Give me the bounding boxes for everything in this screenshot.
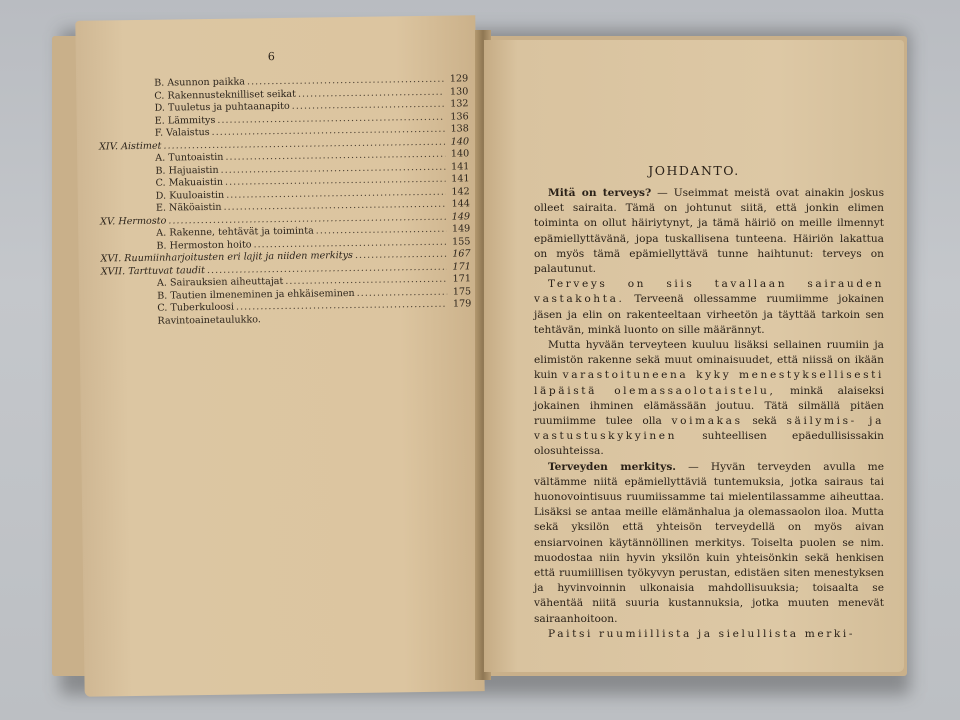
toc-label: B. Tautien ilmeneminen ja ehkäiseminen — [157, 287, 355, 302]
paragraph-text: — Useimmat meistä ovat ainakin joskus olleet sairaita. Tämä on johtunut siitä, että jonkin elimen toiminta on ollut häiriytynyt, ja tämä häiriö on meille ilmennyt epämiellyttävänä, jopa tuskallisena tunteena. Häiriön lakattua on myös tämä epämiellyttävä tunne haihtunut: terveys on palautunut. — [534, 187, 885, 276]
toc-label: C. Tuberkuloosi — [157, 301, 235, 314]
paragraph — [534, 277, 884, 338]
toc-label: F. Valaistus — [154, 126, 210, 139]
paragraph-text: minkä alaiseksi jokainen ihminen elämässään joutuu. Tätä silmällä pitäen ruumiimme tulee olla — [534, 384, 884, 428]
toc-page-number: 149 — [451, 223, 471, 235]
toc-page-number: 142 — [451, 185, 470, 198]
toc-page-number: 175 — [452, 285, 472, 298]
toc-label: E. Lämmitys — [154, 114, 216, 127]
toc-page-number: 141 — [451, 173, 470, 185]
paragraph — [534, 627, 884, 642]
paragraph — [534, 460, 884, 627]
toc-page-number: 132 — [450, 98, 469, 110]
toc-label: XVI. Ruumiinharjoitusten eri lajit ja niiden merkitys — [100, 249, 354, 265]
paragraph — [534, 338, 884, 460]
toc-label: E. Näköaistin — [155, 201, 222, 214]
toc-label: C. Rakennusteknilliset seikat — [154, 88, 296, 102]
spaced-emphasis: varastoituneena kyky menestyksellisesti läpäistä olemassaolotaistelu, — [534, 369, 884, 397]
toc-label: C. Makuaistin — [155, 176, 224, 189]
toc-label: A. Rakenne, tehtävät ja toiminta — [156, 225, 314, 239]
paragraph — [534, 186, 884, 277]
toc-label: Ravintoainetaulukko. — [157, 313, 261, 327]
toc-page-number: 167 — [452, 248, 471, 260]
toc-page-number: 136 — [450, 110, 469, 123]
toc-page-number: 155 — [452, 235, 471, 248]
toc-page-number: 138 — [450, 123, 469, 135]
toc-label: A. Tuntoaistin — [155, 151, 224, 164]
toc-label: D. Kuuloaistin — [155, 189, 225, 202]
spaced-emphasis: säilymis- ja vastustuskykyinen — [534, 415, 884, 443]
toc-page-number: 171 — [452, 260, 471, 273]
chapter-title: JOHDANTO. — [648, 163, 740, 178]
spaced-emphasis: Terveys on siis tavallaan sairauden vastakohta. — [534, 278, 884, 306]
body-text — [534, 186, 884, 642]
toc-page-number: 141 — [450, 160, 470, 173]
paragraph-text: Mutta hyvään terveyteen kuuluu lisäksi sellainen ruumiin ja elimistön rakenne sekä muut ominaisuudet, että niissä on ikään kuin — [534, 339, 884, 382]
toc-page-number: 149 — [451, 210, 471, 223]
toc-label: B. Hajuaistin — [155, 164, 219, 177]
toc-label: A. Sairauksien aiheuttajat — [156, 275, 284, 289]
paragraph-text: Terveenä ollessamme ruumiimme jokainen jäsen ja elin on rakenteeltaan virheetön ja täyttää tarkoin sen tehtävän, minkä luonto on sille määrännyt. — [534, 293, 884, 336]
toc-page-number: 179 — [452, 298, 472, 310]
paragraph-text: sekä — [742, 415, 787, 428]
toc-page-number: 129 — [449, 73, 469, 85]
toc-label: B. Asunnon paikka — [154, 76, 246, 89]
toc-label: XV. Hermosto — [100, 215, 167, 227]
paragraph-text: suhteellisen epäedullisissakin olosuhteissa. — [534, 430, 884, 458]
paragraph-heading: Mitä on terveys? — [548, 187, 652, 199]
toc-page-number: 130 — [449, 85, 469, 98]
toc-label: B. Hermoston hoito — [156, 238, 252, 252]
right-page — [484, 40, 904, 672]
toc-page-number: 140 — [450, 148, 470, 160]
page-number: 6 — [267, 50, 275, 64]
toc-page-number: 144 — [451, 198, 470, 210]
table-of-contents — [98, 73, 471, 328]
toc-label: XVII. Tarttuvat taudit — [100, 264, 206, 277]
spaced-emphasis: voimakas — [671, 415, 743, 428]
spaced-emphasis: Paitsi ruumiillista ja sielullista merki- — [548, 627, 856, 640]
paragraph-text: — Hyvän terveyden avulla me vältämme niitä epämiellyttäviä tuntemuksia, jotka sairaus tai huonovointisuus ruumiissamme tai mielentilassamme aiheuttaa. Lisäksi se antaa meille elämänhalua ja olemassaolon iloa. Mutta sekä yksilön että yhteisön terveydellä on myös aivan ensiarvoinen käytännöllinen merkitys. Toiselta puolen se nim. muodostaa niin hyvin yksilön kuin yhteisönkin sekä henkisen että ruumiillisen työkyvyn perustan, edistäen siten menestyksen ja hyvinvoinnin ulkonaisia mahdollisuuksia; toisaalta se vähentää niitä suuria kustannuksia, jotka muuten menevät sairaanhoitoon. — [534, 460, 884, 625]
toc-page-number: 171 — [452, 273, 472, 285]
toc-label: XIV. Aistimet — [98, 140, 162, 153]
paragraph-heading: Terveyden merkitys. — [548, 460, 676, 473]
toc-page-number: 140 — [450, 135, 470, 148]
left-page — [75, 15, 484, 697]
toc-label: D. Tuuletus ja puhtaanapito — [154, 100, 290, 114]
